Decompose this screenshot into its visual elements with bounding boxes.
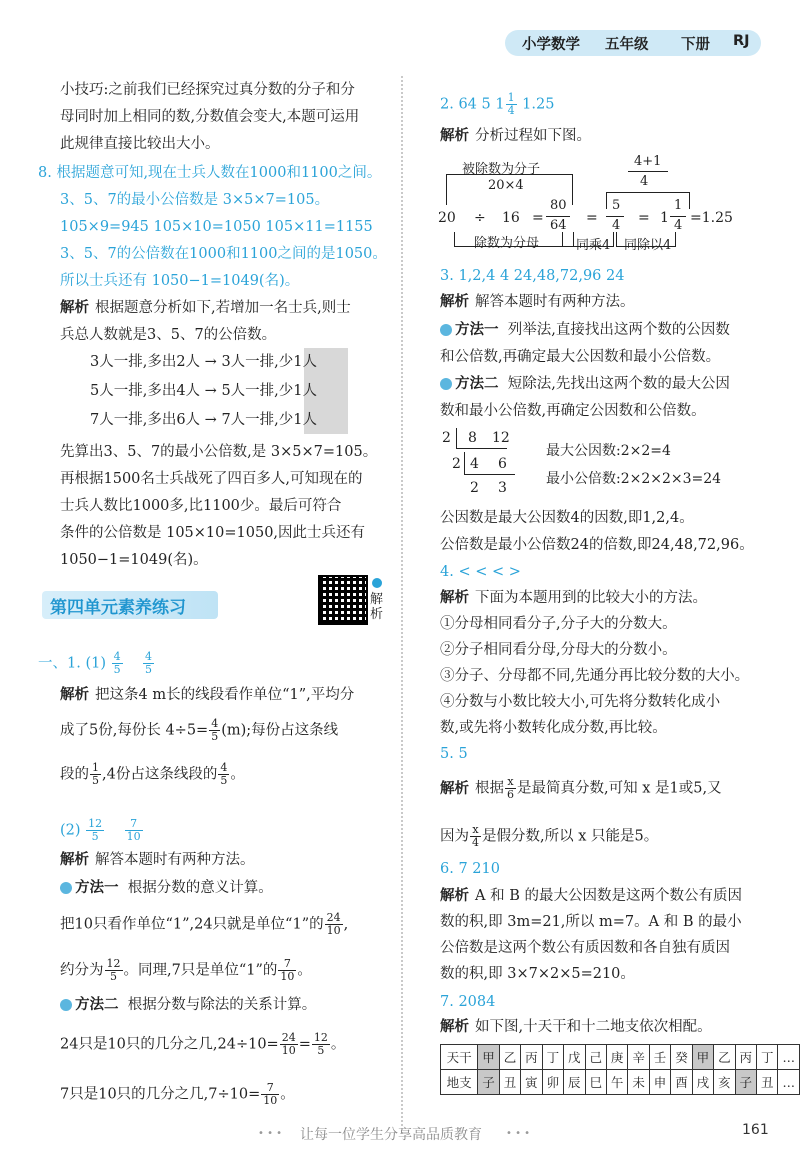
- footer-dots: • • •: [506, 1128, 531, 1139]
- q8-after-line: 士兵人数比1000多,比1100少。最后可符合: [60, 498, 342, 514]
- q5-answer: 5. 5: [440, 746, 468, 762]
- division-diagram: 被除数为分子 20×4 4+1 4 20 ÷ 16 = 80 64 = 5 4 = 1 1 4 =1.25 除数为分母 同乘4 同除以4: [438, 154, 733, 253]
- q2-answer: 2. 64 5 1 $\frac{1}{4}$ 1.25: [440, 91, 555, 117]
- q4-list-item: ②分子相同看分母,分母大的分数小。: [440, 642, 677, 658]
- m2-line: 7只是10只的几分之几,7÷10= $\frac{7}{10}$ 。: [60, 1081, 295, 1107]
- header-edition: RJ: [733, 33, 750, 49]
- p1-line: 段的 $\frac{1}{5}$ ,4份占这条线段的 $\frac{4}{5}$ 。: [60, 761, 245, 787]
- lightbulb-icon: [60, 999, 72, 1011]
- column-divider: [401, 76, 403, 1134]
- lightbulb-icon: [440, 324, 452, 336]
- q8-answer-line: 8. 根据题意可知,现在士兵人数在1000和1100之间。: [38, 165, 382, 181]
- rule-row: 5人一排,多出4人 → 5人一排,少1人: [90, 383, 318, 399]
- stem-branch-table: [440, 1044, 800, 1095]
- q5-line: 因为 $\frac{x}{4}$ 是假分数,所以 x 只能是5。: [440, 823, 659, 849]
- q4-list-item: ①分母相同看分子,分子大的分数大。: [440, 616, 677, 632]
- q8-answer-line: 3、5、7的公倍数在1000和1100之间的是1050。: [60, 246, 387, 262]
- q8-after-line: 条件的公倍数是 105×10=1050,因此士兵还有: [60, 525, 366, 541]
- q8-analysis-label: 解析: [60, 300, 89, 316]
- q8-after-line: 再根据1500名士兵战死了四百多人,可知现在的: [60, 471, 363, 487]
- short-division: 2 8 12 2 4 6 2 3 最大公因数:2×2=4 最小公倍数:2×2×2×3=24: [442, 430, 722, 496]
- unit-title: 第四单元素养练习: [50, 598, 186, 618]
- p2-answer: (2) $\frac{12}{5}$ $\frac{7}{10}$: [60, 817, 141, 843]
- q8-answer-line: 3、5、7的最小公倍数是 3×5×7=105。: [60, 192, 330, 208]
- q3-after-line: 公因数是最大公因数4的因数,即1,2,4。: [440, 510, 694, 526]
- header-subject: 小学数学: [522, 37, 580, 53]
- tip-line: 此规律直接比较出大小。: [60, 136, 220, 152]
- header-grade: 五年级: [605, 37, 649, 53]
- q6-analysis-label: 解析: [440, 888, 469, 904]
- rule-row: 3人一排,多出2人 → 3人一排,少1人: [90, 354, 318, 370]
- footer-slogan: 让每一位学生分享高品质教育: [300, 1127, 482, 1143]
- q3-m2-line: 数和最小公倍数,再确定公因数和公倍数。: [440, 403, 706, 419]
- tip-line: 母同时加上相同的数,分数值会变大,本题可运用: [60, 109, 360, 125]
- q3-m1-line: 和公倍数,再确定最大公因数和最小公倍数。: [440, 349, 721, 365]
- tip-line: 小技巧:之前我们已经探究过真分数的分子和分: [60, 82, 355, 98]
- q3-analysis-label: 解析: [440, 294, 469, 310]
- q7-answer: 7. 2084: [440, 994, 496, 1010]
- header-volume: 下册: [681, 37, 710, 53]
- q7-analysis-label: 解析: [440, 1019, 469, 1035]
- q8-explain-line: 兵总人数就是3、5、7的公倍数。: [60, 327, 277, 343]
- qr-label: 解析: [370, 592, 384, 622]
- q3-after-line: 公倍数是最小公倍数24的倍数,即24,48,72,96。: [440, 537, 754, 553]
- q4-analysis-label: 解析: [440, 590, 469, 606]
- table-row: 天干 甲 乙 丙 丁 戊 己 庚 辛 壬 癸 甲 乙 丙 丁 …: [441, 1045, 800, 1070]
- q6-line: 数的积,即 3m=21,所以 m=7。A 和 B 的最小: [440, 914, 742, 930]
- q6-answer: 6. 7 210: [440, 861, 500, 877]
- q8-after-line: 先算出3、5、7的最小公倍数,是 3×5×7=105。: [60, 444, 378, 460]
- qr-code-icon[interactable]: [318, 575, 368, 625]
- m2-line: 24只是10只的几分之几,24÷10= $\frac{24}{10}$ = $\frac{12}{5}$ 。: [60, 1031, 346, 1057]
- q4-list-item: ③分子、分母都不同,先通分再比较分数的大小。: [440, 668, 750, 684]
- q6-line: 数的积,即 3×7×2×5=210。: [440, 966, 635, 982]
- play-icon: [372, 578, 382, 588]
- table-row: 地支 子 丑 寅 卯 辰 巳 午 未 申 酉 戌 亥 子 丑 …: [441, 1070, 800, 1095]
- q8-explain-line: 根据题意分析如下,若增加一名士兵,则士: [95, 300, 351, 316]
- p2-analysis-label: 解析: [60, 852, 89, 868]
- lightbulb-icon: [440, 378, 452, 390]
- lightbulb-icon: [60, 882, 72, 894]
- q4-list-item: 数,或先将小数转化成分数,再比较。: [440, 720, 667, 736]
- m1-line: 约分为 $\frac{12}{5}$ 。同理,7只是单位“1”的 $\frac{7}{10}$ 。: [60, 957, 312, 983]
- q4-list-item: ④分数与小数比较大小,可先将分数转化成小: [440, 694, 721, 710]
- q5-line: 解析 根据 $\frac{x}{6}$ 是最简真分数,可知 x 是1或5,又: [440, 775, 722, 801]
- q6-line: 公倍数是这两个数公有质因数和各自独有质因: [440, 940, 730, 956]
- q3-answer: 3. 1,2,4 4 24,48,72,96 24: [440, 268, 625, 284]
- q8-after-line: 1050−1=1049(名)。: [60, 552, 208, 568]
- footer-dots: • • •: [258, 1128, 283, 1139]
- p1-answer: 一、1. (1) $\frac{4}{5}$ $\frac{4}{5}$: [38, 650, 153, 676]
- q2-analysis-label: 解析: [440, 128, 469, 144]
- rule-row: 7人一排,多出6人 → 7人一排,少1人: [90, 412, 318, 428]
- m1-line: 把10只看作单位“1”,24只就是单位“1”的 $\frac{24}{10}$ ,: [60, 911, 349, 937]
- q8-answer-line: 所以士兵还有 1050−1=1049(名)。: [60, 273, 300, 289]
- p1-analysis-label: 解析: [60, 687, 89, 703]
- q8-answer-line: 105×9=945 105×10=1050 105×11=1155: [60, 219, 373, 235]
- q4-answer: 4. < < < >: [440, 564, 521, 580]
- page-number: 161: [742, 1122, 769, 1138]
- p1-line: 成了5份,每份长 4÷5= $\frac{4}{5}$ (m);每份占这条线: [60, 717, 339, 743]
